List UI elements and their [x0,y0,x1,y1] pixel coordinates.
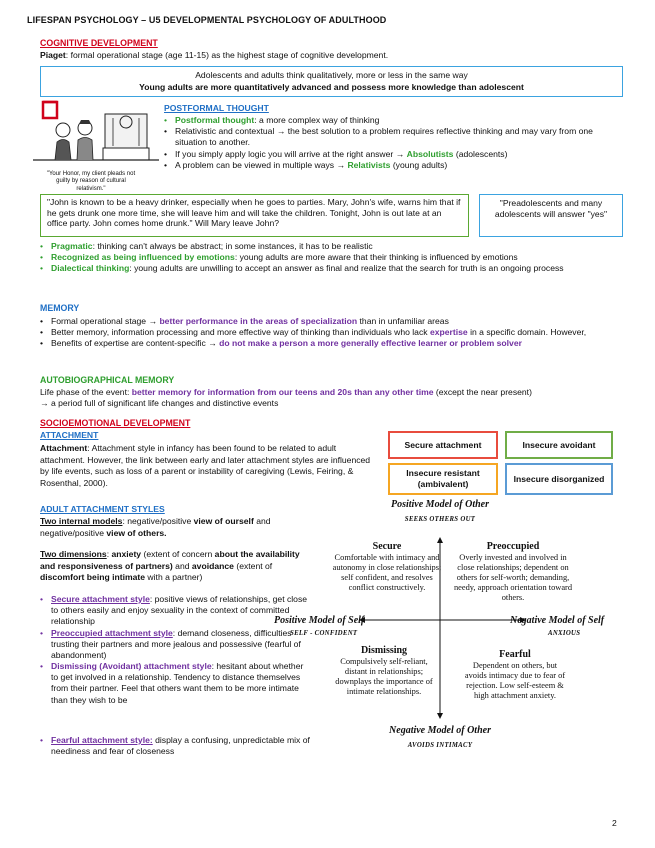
multiple-ways-text: A problem can be viewed in multiple ways → [175,159,348,170]
list-item [40,241,625,252]
postformal-list [164,115,624,171]
dismissing-style-label: Dismissing (Avoidant) attachment style [51,661,212,672]
models-b2: view of others. [106,527,167,538]
list-item [40,316,625,327]
autobiographical-heading: AUTOBIOGRAPHICAL MEMORY [40,375,175,385]
dims-b4: discomfort being intimate [40,572,146,583]
models-mid: and negative/positive [40,516,271,538]
piaget-text: : formal operational stage (age 11-15) as the highest stage of cognitive development. [65,50,389,60]
postformal-label: Postformal thought [175,115,255,125]
postformal-heading: POSTFORMAL THOUGHT [164,103,269,113]
absolutists-tail: (adolescents) [453,148,508,159]
dismissing-quad-text: Compulsively self-reliant, distant in relationships; downplays the importance of intimate relationships. [335,657,433,697]
dialectical-text: : young adults are unwilling to accept an answer as final and realize that the search for truth is an ongoing process [129,263,564,274]
secure-quad-title: Secure [372,541,402,552]
models-text: : negative/positive [122,516,194,526]
list-item [164,115,624,126]
dims-b2: about the availability and responsiveness of partners) [40,549,300,571]
right-axis-label: Negative Model of Self [510,615,605,626]
cognitive-bullets [40,241,625,275]
auto-text: Life phase of the event: [40,387,132,397]
adult-attachment-heading: ADULT ATTACHMENT STYLES [40,504,165,514]
secure-box-label: Secure attachment [404,439,482,450]
memory-1-text: Formal operational stage → [51,316,160,326]
page-number: 2 [612,818,617,828]
dims-t1: : [106,549,112,559]
relativists-tail: (young adults) [390,159,448,170]
emotions-label: Recognized as being influenced by emotions [51,252,235,263]
dims-t4: (extent of [233,560,273,571]
models-b1: view of ourself [193,516,254,526]
pragmatic-text: : thinking can't always be abstract; in some instances, it has to be realistic [92,241,373,251]
avoidant-box-label: Insecure avoidant [522,439,596,450]
memory-list [40,316,625,350]
disorganized-box-label: Insecure disorganized [513,473,605,484]
secure-attachment-box [388,431,498,459]
list-item [40,338,625,349]
bottom-axis-sub: AVOIDS INTIMACY [407,742,473,749]
top-axis-label: Positive Model of Other [390,499,490,510]
axis-arrows-icon [270,496,640,758]
quantitative-line1: Adolescents and adults think qualitatively, more or less in the same way [195,70,468,80]
fearful-quad-title: Fearful [499,649,531,660]
preoccupied-quad-text: Overly invested and involved in close relationships; dependent on others for self-worth; demanding, needy, approach orientation toward others. [453,553,573,603]
attachment-styles-list [40,594,308,706]
list-item [40,594,308,628]
attachment-text: : Attachment style in infancy has been found to be related to adult attachment. However, the link between early and later attachment styles are influenced by life events, such as loss of a parent or instability of caregiving (Lewis, Feiring, & Rosenthal, 2000). [40,443,371,488]
list-item [164,149,624,160]
courtroom-cartoon-icon [33,100,159,166]
memory-2-text: Better memory, information processing and more effective way of thinking than individuals who lack [51,327,430,338]
attachment-heading: ATTACHMENT [40,430,99,440]
fearful-style-label: Fearful attachment style: [51,735,153,745]
expertise-label: expertise [429,327,468,338]
secure-style-text: : positive views of relationships, get close to others easily and enjoy sexuality in the context of committed relationship [51,594,308,627]
preoccupied-quad-title: Preoccupied [486,541,540,552]
attachment-paragraph [40,443,378,489]
top-axis-sub: SEEKS OTHERS OUT [404,516,476,523]
list-item [40,628,308,662]
left-axis-label: Positive Model of Self [274,615,365,626]
dims-t5: with a partner) [145,572,203,583]
models-label: Two internal models [40,516,123,526]
auto-label: better memory for information from our teens and 20s than any other time [131,387,434,397]
logic-text: If you simply apply logic you will arrive at the right answer → [175,148,407,159]
pragmatic-label: Pragmatic [51,241,93,251]
page-title: LIFESPAN PSYCHOLOGY – U5 DEVELOPMENTAL PSYCHOLOGY OF ADULTHOOD [27,15,387,25]
dismissing-quad-title: Dismissing [360,645,408,656]
absolutists-label: Absolutists [406,148,454,159]
fearful-quad-text: Dependent on others, but avoids intimacy due to fear of rejection. Low self-esteem & high attachment anxiety. [464,661,566,701]
secure-style-label: Secure attachment style [51,594,150,604]
list-item [40,327,625,338]
internal-models [40,516,308,539]
dims-t2: (extent of concern [141,549,215,559]
list-item [40,252,625,263]
preadolescents-text: "Preadolescents and many adolescents will answer "yes" [494,198,608,219]
dialectical-label: Dialectical thinking [51,263,130,274]
cartoon-caption: "Your Honor, my client pleads not guilty by reason of cultural relativism." [46,171,136,192]
postformal-text: : a more complex way of thinking [254,115,380,125]
cognitive-heading: COGNITIVE DEVELOPMENT [40,38,158,48]
autobiographical-text [40,387,625,409]
auto-tail: (except the near present) [433,387,532,397]
john-quote-box [40,194,469,237]
list-item [40,263,625,274]
right-axis-sub: ANXIOUS [548,630,581,637]
dismissing-quadrant [332,644,436,697]
resistant-box-label: Insecure resistant (ambivalent) [406,468,480,489]
piaget-line [40,50,630,61]
memory-1-tail: than in unfamiliar areas [357,316,449,326]
relativists-label: Relativists [347,159,391,170]
memory-3-text: Benefits of expertise are content-specific → [51,338,220,349]
memory-2-tail: in a specific domain. However, [467,327,587,338]
insecure-avoidant-box [505,431,613,459]
fearful-quadrant [463,648,567,701]
dims-t3: and [172,560,192,571]
left-axis-sub: SELF - CONFIDENT [290,630,358,637]
relativistic-text: Relativistic and contextual → the best solution to a problem requires reflective thinking and may vary from one situation to another. [175,126,593,148]
quantitative-line2: Young adults are more quantitatively advanced and possess more knowledge than adolescent [139,81,524,92]
quantitative-box [40,66,623,97]
dismissing-style-text: : hesitant about whether to get involved in a relationship. Tendency to distance themselves from their partner. Feel that others want them to be more intimate than they wish to be [51,661,304,705]
attachment-label: Attachment [40,443,88,453]
bottom-axis-label: Negative Model of Other [389,725,491,736]
memory-heading: MEMORY [40,303,80,313]
preoccupied-quadrant [451,540,575,603]
insecure-resistant-box [388,463,498,495]
list-item [164,160,624,171]
auto-line2: → a period full of significant life changes and distinctive events [40,398,279,409]
dims-b1: anxiety [111,549,142,559]
socioemotional-heading: SOCIOEMOTIONAL DEVELOPMENT [40,418,191,428]
fearful-style-text: display a confusing, unpredictable mix of neediness and fear of closeness [51,735,310,757]
preoccupied-style-label: Preoccupied attachment style [51,627,173,638]
emotions-text: : young adults are more aware that their thinking is influenced by emotions [234,252,518,263]
dims-label: Two dimensions [40,549,107,559]
piaget-label: Piaget [40,50,66,60]
preoccupied-style-text: : demand closeness, difficulties trusting their partners and more jealous and possessive (fearful of abandonment) [51,627,301,660]
dims-b3: avoidance [191,560,234,571]
memory-3-label: do not make a person a more generally effective learner or problem solver [219,338,522,349]
list-item [40,661,308,706]
attachment-model-diagram [270,496,640,758]
preadolescents-box [479,194,623,237]
secure-quad-text: Comfortable with intimacy and autonomy in close relationships; self confident, and resolves conflict constructively. [332,553,442,593]
john-quote-text: "John is known to be a heavy drinker, especially when he goes to parties. Mary, John's wife, warns him that if he gets drunk one more time, she will leave him and will take the children. Tonight, John is out late at an office party. John comes home drunk." Will Mary leave John? [47,197,461,229]
list-item [164,126,624,148]
insecure-disorganized-box [505,463,613,495]
memory-1-label: better performance in the areas of specialization [159,316,358,326]
cartoon-image [33,100,159,190]
secure-quadrant [332,540,442,593]
